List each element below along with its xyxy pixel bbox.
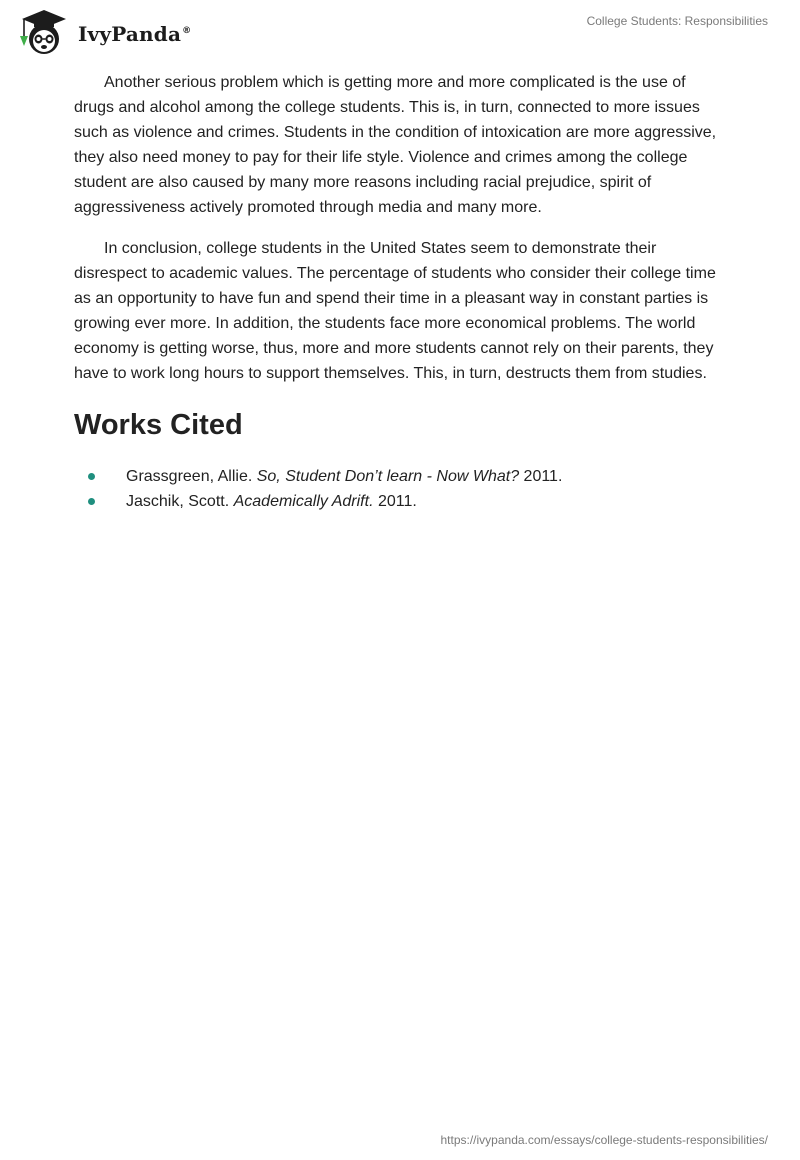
works-cited-heading: Works Cited	[74, 409, 243, 441]
registered-mark: ®	[182, 26, 192, 37]
citation-title: Academically Adrift.	[233, 493, 374, 510]
citation-year: 2011.	[377, 493, 417, 510]
citation-list	[74, 464, 728, 514]
paragraph: Another serious problem which is getting more and more complicated is the use of drugs and alcohol among the college students. This is, in turn, connected to more issues such as violence and crimes. Students in the condition of intoxication are more aggressive, they also need money to pay for their life style. Violence and crimes among the college student are also caused by many more reasons including racial prejudice, spirit of aggressiveness actively promoted through media and many more.	[74, 74, 717, 216]
bullet-icon	[88, 473, 95, 480]
citation-year: 2011.	[523, 468, 563, 485]
source-url-link[interactable]: https://ivypanda.com/essays/college-students-responsibilities/	[440, 1133, 768, 1147]
citation-title: So, Student Don’t learn - Now What?	[256, 468, 520, 485]
document-title: College Students: Responsibilities	[586, 14, 768, 28]
bullet-icon	[88, 498, 95, 505]
logo[interactable]	[14, 8, 214, 56]
logo-text: IvyPanda®	[78, 22, 192, 46]
document-body	[74, 70, 728, 514]
citation-author: Jaschik, Scott.	[126, 493, 230, 510]
citation-item	[74, 489, 728, 514]
citation-item	[74, 464, 728, 489]
paragraph: In conclusion, college students in the United States seem to demonstrate their disrespect to academic values. The percentage of students who consider their college time as an opportunity to have fun and spend their time in a pleasant way in constant parties is growing ever more. In addition, the students face more economical problems. The world economy is getting worse, thus, more and more students cannot rely on their parents, they have to work long hours to support themselves. This, in turn, destructs them from studies.	[74, 240, 716, 382]
panda-graduate-icon	[14, 8, 76, 56]
citation-author: Grassgreen, Allie.	[126, 468, 253, 485]
